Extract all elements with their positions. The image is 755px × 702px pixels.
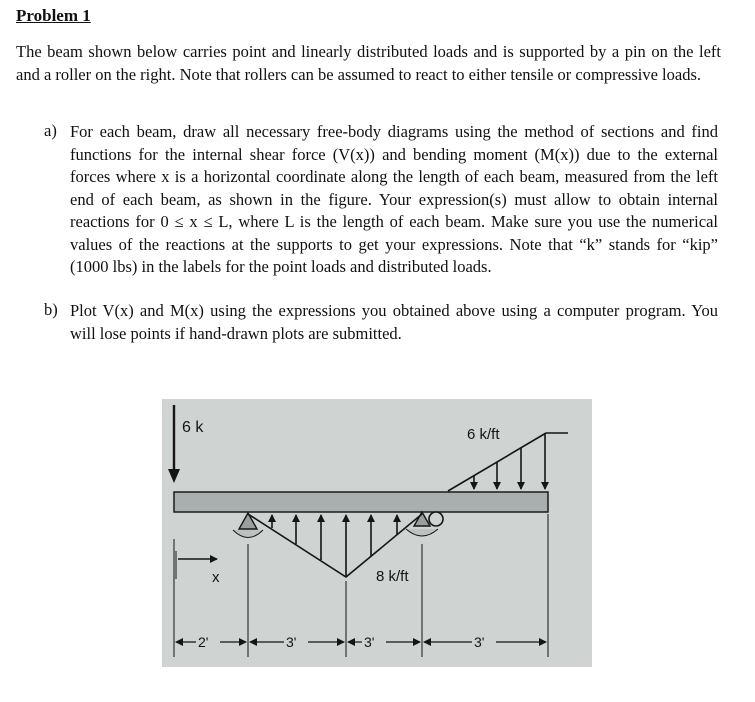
part-a-label: a) — [44, 121, 57, 140]
point-load-label: 6 k — [182, 419, 204, 436]
dimension-label-4: 3' — [474, 634, 485, 650]
dimension-label-3: 3' — [364, 634, 375, 650]
problem-title: Problem 1 — [16, 6, 91, 25]
distributed-load-bottom-label: 8 k/ft — [376, 568, 409, 585]
beam-diagram — [162, 399, 592, 667]
roller-wheel — [429, 512, 443, 526]
beam — [174, 492, 548, 512]
x-axis-label: x — [212, 569, 220, 586]
distributed-load-top-label: 6 k/ft — [467, 426, 500, 443]
problem-intro: The beam shown below carries point and linearly distributed loads and is supported by a pin on the left and a roller on the right. Note that rollers can be assumed to react to either tensile or compressive loads. — [16, 42, 721, 84]
beam-figure — [162, 399, 592, 667]
figure-background — [162, 399, 592, 667]
part-b-text: Plot V(x) and M(x) using the expressions you obtained above using a computer program. You will lose points if hand-drawn plots are submitted. — [70, 301, 718, 343]
dimension-label-2: 3' — [286, 634, 297, 650]
dimension-label-1: 2' — [198, 634, 209, 650]
part-b-label: b) — [44, 300, 58, 319]
part-a-text: For each beam, draw all necessary free-body diagrams using the method of sections and find functions for the internal shear force (V(x)) and bending moment (M(x)) due to the external forces where x is a horizontal coordinate along the length of each beam, measured from the left end of each beam, as shown in the figure. Your expression(s) must allow to obtain internal reactions for 0 ≤ x ≤ L, where L is the length of each beam. Make sure you use the numerical values of the reactions at the supports to get your expressions. Note that “k” stands for “kip” (1000 lbs) in the labels for the point loads and distributed loads. — [70, 122, 718, 276]
